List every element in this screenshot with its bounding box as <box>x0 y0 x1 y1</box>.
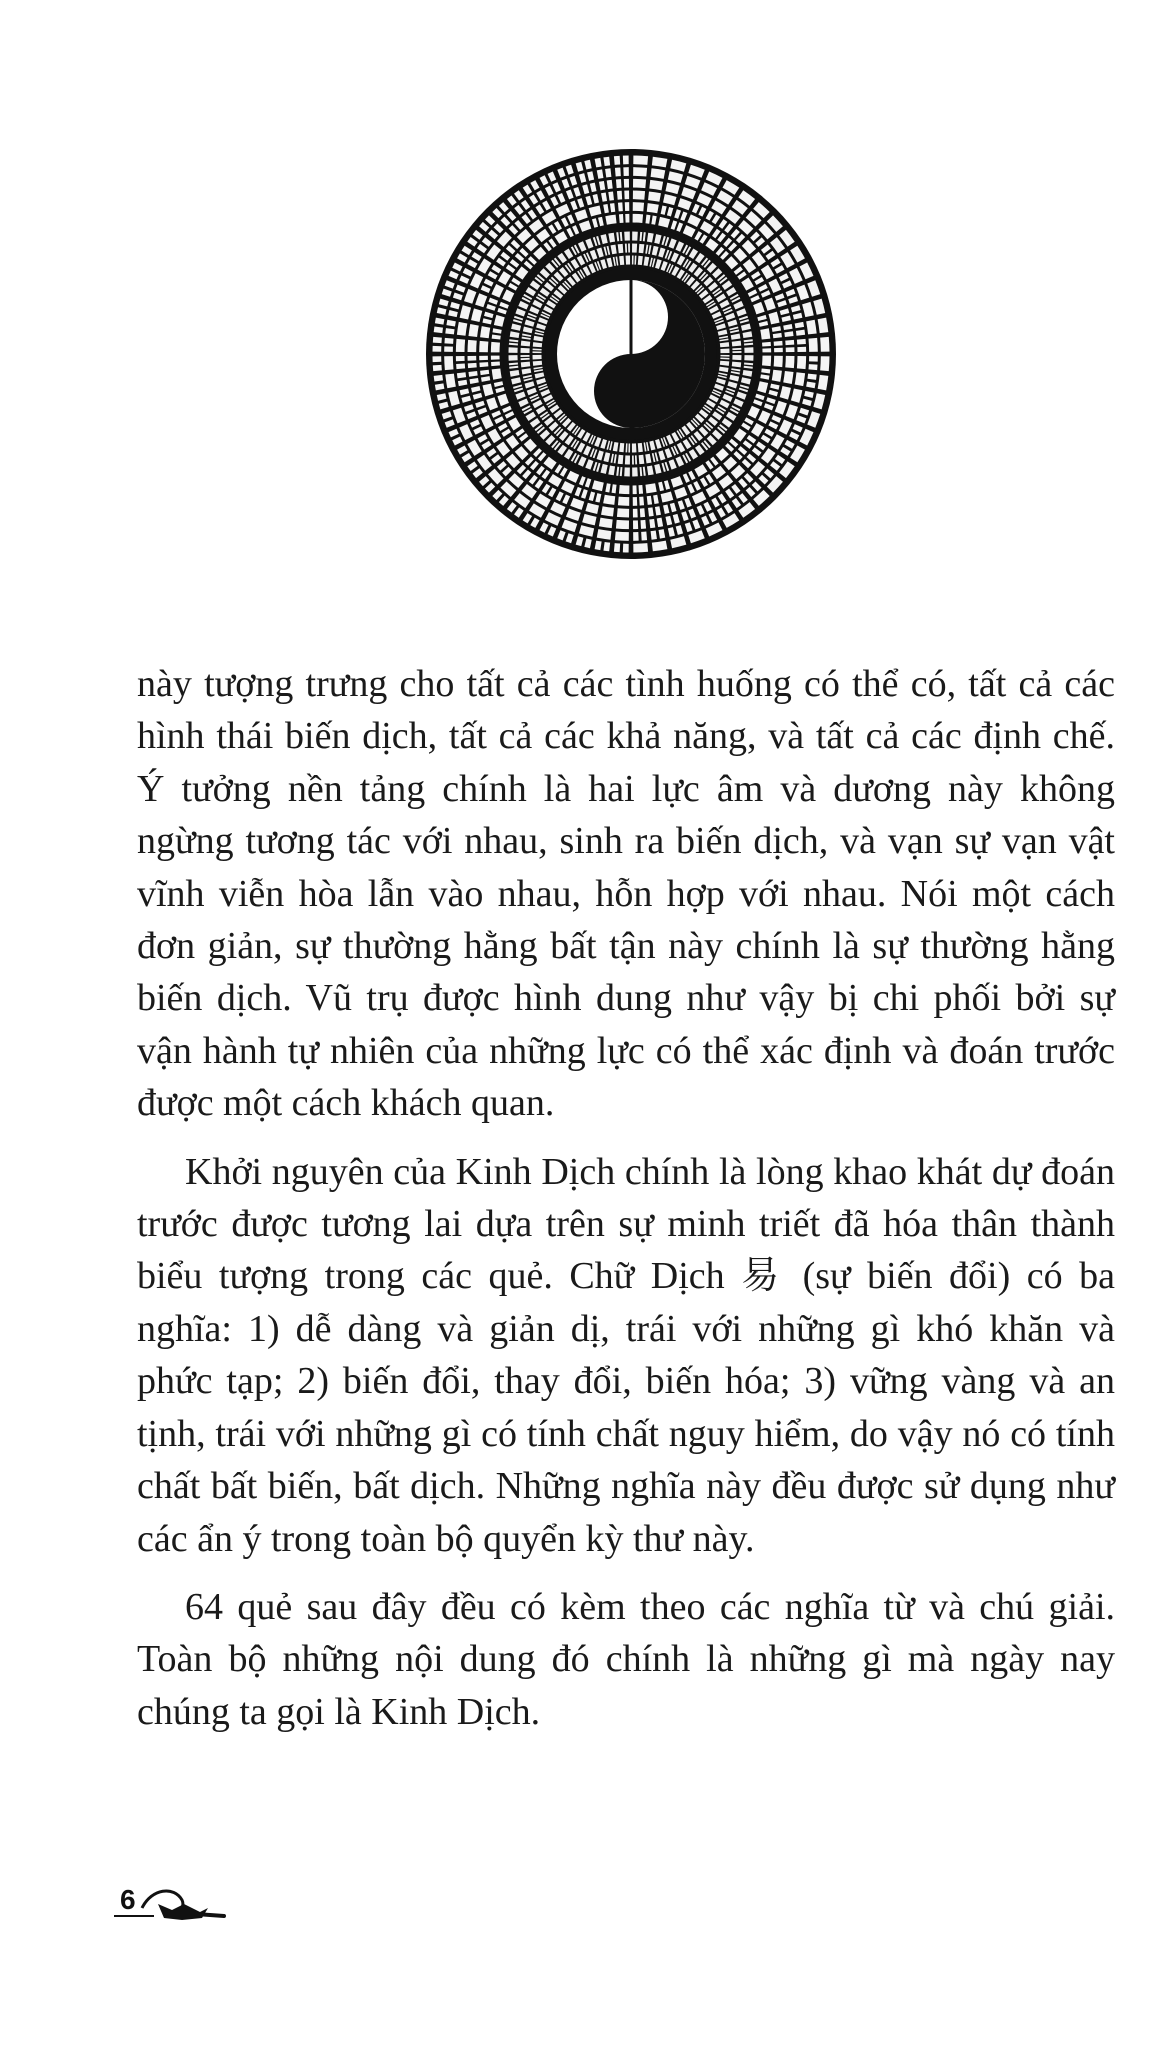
ring-segment <box>633 520 638 529</box>
ring-segment <box>624 191 629 200</box>
ring-segment <box>624 232 630 241</box>
page-footer <box>112 1878 272 1928</box>
ring-segment <box>605 215 616 225</box>
ring-segment <box>785 340 794 345</box>
ring-segment <box>633 214 643 223</box>
ring-segment <box>624 179 629 188</box>
ring-segment <box>509 347 518 353</box>
ring-segment <box>628 443 630 452</box>
ring-segment <box>647 203 659 213</box>
ring-segment <box>479 341 488 352</box>
ring-segment <box>603 495 615 505</box>
ring-segment <box>468 340 477 352</box>
ring-segment <box>456 363 465 369</box>
ring-segment <box>762 356 771 366</box>
ring-segment <box>480 326 490 338</box>
ring-segment <box>820 337 829 352</box>
ring-segment <box>614 543 620 552</box>
ring-segment <box>762 342 771 347</box>
ring-segment <box>633 191 645 200</box>
paragraph-3: 64 quẻ sau đây đều có kèm theo các nghĩa từ và chú giải. Toàn bộ những nội dung đó chính là những gì mà ngày nay chúng ta gọi là Kinh Dịch. <box>137 1585 1115 1733</box>
page-number: 6 <box>120 1884 136 1915</box>
ring-segment <box>797 339 806 345</box>
ring-segment <box>720 349 729 354</box>
ring-segment <box>626 256 631 265</box>
ring-segment <box>633 543 648 552</box>
ring-segment <box>744 347 753 353</box>
ring-segment <box>479 356 488 361</box>
ring-segment <box>616 179 622 188</box>
ring-segment <box>797 356 806 369</box>
body-text <box>137 658 1115 1754</box>
ring-segment <box>624 467 630 476</box>
paragraph-2: Khởi nguyên của Kinh Dịch chính là lòng khao khát dự đoán trước được tương lai dựa trên sự minh triết đã hóa thân thành biểu tượng trong các quẻ. Chữ Dịch 易 (sự biến đổi) có ba nghĩa: 1) dễ dàng và giản dị, trái với những gì khó khăn và phức tạp; 2) biến đổi, thay đổi, biến hóa; 3) vững vàng và an tịnh, trái với những gì có tính chất nguy hiểm, do vậy nó có tính chất bất biến, bất dịch. Những nghĩa này đều được sử dụng như các ẩn ý trong toàn bộ quyển kỳ thư này. <box>137 1150 1115 1560</box>
ring-segment <box>491 356 500 360</box>
ring-segment <box>633 509 638 518</box>
ring-segment <box>619 214 624 223</box>
ring-segment <box>509 355 518 361</box>
ring-segment <box>444 346 453 352</box>
ring-segment <box>774 341 783 346</box>
ring-segment <box>809 338 818 352</box>
ring-segment <box>533 351 542 353</box>
ring-segment <box>732 355 741 360</box>
ring-segment <box>617 508 629 517</box>
ring-segment <box>533 355 542 360</box>
ring-segment <box>618 497 629 506</box>
ring-segment <box>615 532 629 541</box>
ring-segment <box>639 497 644 506</box>
ring-segment <box>820 356 829 371</box>
ring-segment <box>468 356 477 361</box>
ring-segment <box>809 356 818 362</box>
ring-segment <box>468 363 477 368</box>
ring-segment <box>632 256 634 265</box>
ring-segment <box>633 179 646 188</box>
ring-segment <box>444 338 453 344</box>
ring-segment <box>619 485 629 494</box>
ring-segment <box>616 520 629 529</box>
page-ornament-icon <box>112 1878 272 1928</box>
ring-segment <box>617 191 622 200</box>
ring-segment <box>797 347 806 352</box>
ring-segment <box>625 455 630 464</box>
ring-segment <box>623 167 629 176</box>
ring-segment <box>521 355 530 357</box>
ring-segment <box>785 356 794 368</box>
ring-segment <box>623 156 629 165</box>
paragraph-1: này tượng trưng cho tất cả các tình huống có thể có, tất cả các hình thái biến dịch, tất cả các khả năng, và tất cả các định chế. Ý tưởng nền tảng chính là hai lực âm và dương này không ngừng tương tác với nhau, sinh ra biến dịch, và vạn sự vạn vật vĩnh viễn hòa lẫn vào nhau, hỗn hợp với nhau. Nói một cách đơn giản, sự thường hằng bất tận này chính là sự thường hằng biến dịch. Vũ trụ được hình dung như vậy bị chi phối bởi sự vận hành tự nhiên của những lực có thể xác định và đoán trước được một cách khách quan. <box>137 663 1115 1125</box>
ring-segment <box>632 455 634 464</box>
ring-segment <box>491 362 500 367</box>
ring-segment <box>640 520 646 529</box>
ring-segment <box>633 532 639 541</box>
ring-segment <box>639 485 644 494</box>
ring-segment <box>786 347 795 352</box>
ring-segment <box>632 244 637 253</box>
ring-segment <box>632 232 638 241</box>
ring-segment <box>744 355 753 361</box>
ring-segment <box>760 328 770 339</box>
ring-segment <box>601 506 614 516</box>
ring-segment <box>720 355 729 357</box>
ring-segment <box>648 191 661 201</box>
ring-segment <box>491 342 500 352</box>
ring-segment <box>633 167 647 176</box>
ring-segment <box>456 339 465 352</box>
ring-segment <box>641 532 647 541</box>
ring-segment <box>614 156 620 165</box>
ring-segment <box>433 356 442 362</box>
ring-segment <box>456 356 465 361</box>
ring-segment <box>633 156 648 165</box>
ring-segment <box>468 324 478 337</box>
ring-segment <box>732 351 741 353</box>
hexagram-rings <box>426 149 836 559</box>
ring-segment <box>628 244 630 253</box>
ring-segment <box>521 348 530 353</box>
ring-segment <box>615 167 621 176</box>
ring-segment <box>645 483 656 493</box>
hexagram-circle-illustration <box>421 142 841 582</box>
ring-segment <box>809 364 818 370</box>
ring-segment <box>479 362 488 367</box>
ring-segment <box>618 202 623 211</box>
ring-segment <box>774 348 783 353</box>
ring-segment <box>632 443 637 452</box>
ring-segment <box>762 348 771 352</box>
ring-segment <box>640 508 645 517</box>
ring-segment <box>625 202 630 211</box>
ring-segment <box>633 202 644 211</box>
ring-segment <box>774 356 783 367</box>
ring-segment <box>625 214 629 223</box>
ring-segment <box>433 337 442 343</box>
ring-segment <box>633 497 638 506</box>
ring-segment <box>633 485 637 494</box>
ring-segment <box>772 370 782 382</box>
ring-segment <box>433 365 442 371</box>
ring-segment <box>623 544 629 553</box>
ring-segment <box>492 368 502 379</box>
ring-segment <box>783 371 793 384</box>
ring-segment <box>433 346 442 352</box>
ring-segment <box>632 467 638 476</box>
ring-segment <box>444 356 453 370</box>
